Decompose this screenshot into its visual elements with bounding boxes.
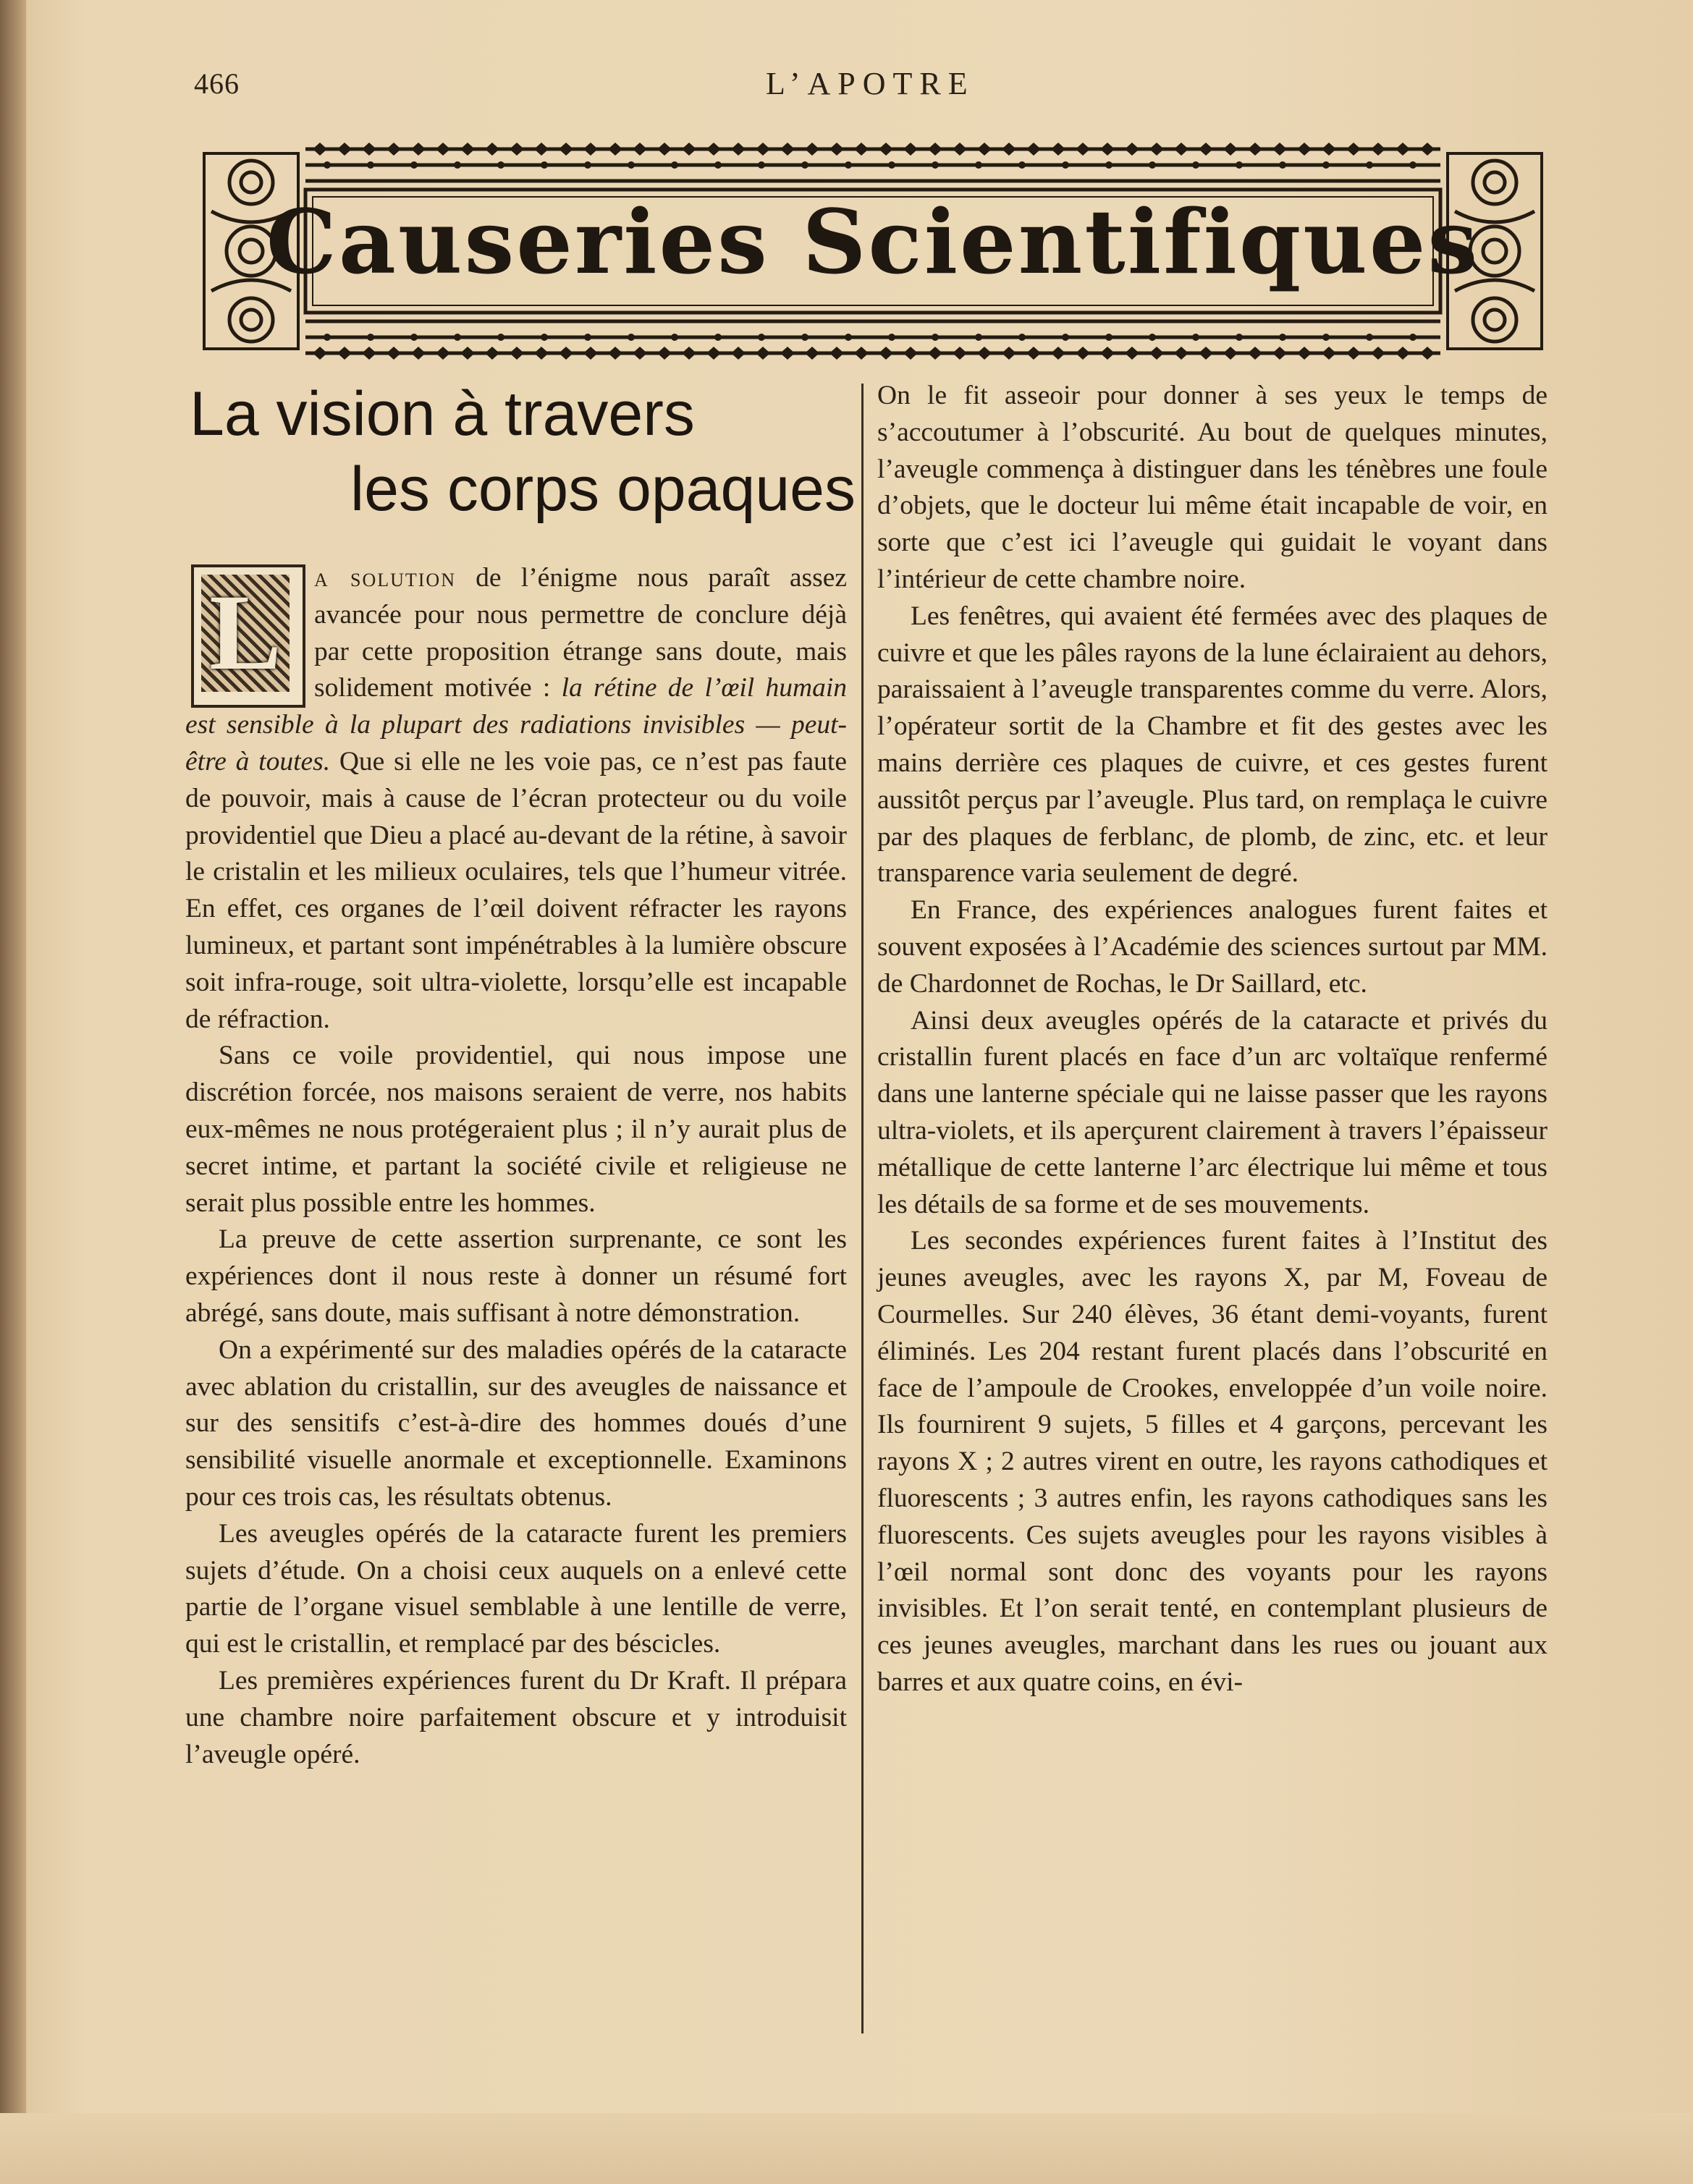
diamond-ornament-icon [780, 347, 795, 360]
diamond-ornament-icon [313, 143, 327, 156]
diamond-ornament-icon [854, 347, 869, 360]
diamond-ornament-icon [1322, 347, 1336, 360]
dot-ornament-icon [541, 161, 548, 169]
dot-ornament-icon [888, 161, 895, 169]
diamond-ornament-icon [706, 143, 721, 156]
diamond-ornament-icon [854, 143, 869, 156]
diamond-ornament-icon [1322, 143, 1336, 156]
article-headline [190, 376, 856, 543]
diamond-ornament-icon [387, 347, 401, 360]
first-paragraph-italic: la rétine de l’œil humain est sensible à la plupart des radiations invisibles — peut-être à toutes. [185, 673, 847, 776]
diamond-ornament-icon [1346, 143, 1361, 156]
paragraph: Ainsi deux aveugles opérés de la cataracte et privés du cristallin furent placés en face d’un arc voltaïque renfermé dans une lanterne spéciale qui ne laisse passer que les rayons ultra-violets, et ils aperçurent clairement à travers l’épaisseur métallique de cette lanterne l’arc électrique lui même et tous les détails de sa forme et de ses mouvements. [877, 1005, 1548, 1219]
diamond-ornament-icon [633, 143, 647, 156]
dot-ornament-icon [1105, 334, 1113, 341]
diamond-ornament-icon [436, 143, 450, 156]
diamond-ornament-icon [583, 347, 598, 360]
diamond-ornament-icon [362, 347, 376, 360]
dot-ornament-icon [1409, 334, 1417, 341]
diamond-ornament-icon [1396, 143, 1410, 156]
diamond-ornament-icon [1248, 347, 1262, 360]
diamond-ornament-icon [1149, 143, 1164, 156]
dot-ornament-icon [367, 334, 374, 341]
dot-ornament-icon [1105, 161, 1113, 169]
diamond-ornament-icon [313, 347, 327, 360]
diamond-ornament-icon [977, 143, 992, 156]
diamond-ornament-icon [1002, 347, 1016, 360]
section-title: Causeries Scientifiques [266, 190, 1480, 294]
diamond-ornament-icon [953, 143, 967, 156]
diamond-ornament-icon [337, 143, 352, 156]
diamond-ornament-icon [1248, 143, 1262, 156]
dot-ornament-icon [324, 334, 331, 341]
diamond-ornament-icon [608, 347, 622, 360]
dot-ornament-icon [801, 334, 808, 341]
diamond-ornament-icon [583, 143, 598, 156]
dot-ornament-icon [845, 334, 852, 341]
diamond-ornament-icon [337, 347, 352, 360]
diamond-ornament-icon [559, 143, 573, 156]
dot-ornament-icon [1018, 161, 1026, 169]
dot-ornament-icon [975, 161, 982, 169]
diamond-ornament-icon [928, 143, 942, 156]
diamond-ornament-icon [731, 143, 746, 156]
diamond-ornament-icon [1371, 143, 1385, 156]
dropcap-box [191, 564, 305, 708]
diamond-ornament-icon [1051, 347, 1065, 360]
dot-ornament-icon [714, 334, 722, 341]
left-column [185, 560, 847, 1773]
diamond-ornament-icon [1297, 347, 1312, 360]
dot-ornament-icon [1366, 334, 1373, 341]
diamond-ornament-icon [510, 347, 524, 360]
page-number: 466 [194, 67, 240, 100]
diamond-ornament-icon [756, 143, 770, 156]
diamond-ornament-icon [1420, 143, 1435, 156]
diamond-ornament-icon [534, 347, 549, 360]
diamond-ornament-icon [608, 143, 622, 156]
diamond-ornament-icon [879, 143, 893, 156]
dot-ornament-icon [1062, 161, 1069, 169]
dot-ornament-icon [541, 334, 548, 341]
diamond-ornament-icon [1272, 143, 1287, 156]
opening-small-caps: a solution [314, 563, 456, 593]
paragraph: On le fit asseoir pour donner à ses yeux le temps de s’accoutumer à l’obscurité. Au bout de quelques minutes, l’aveugle commença à distinguer dans les ténèbres une foule d’objets, que le docteur lui même était incapable de voir, en sorte que c’est ici l’aveugle qui guidait le voyant dans l’intérieur de cette chambre noire. [877, 381, 1548, 594]
diamond-ornament-icon [1223, 143, 1238, 156]
diamond-ornament-icon [633, 347, 647, 360]
diamond-ornament-icon [756, 347, 770, 360]
dot-ornament-icon [454, 334, 461, 341]
dot-ornament-icon [584, 334, 591, 341]
diamond-ornament-icon [362, 143, 376, 156]
diamond-ornament-icon [1100, 347, 1115, 360]
dot-ornament-icon [845, 161, 852, 169]
paragraph: Les secondes expériences furent faites à l’Institut des jeunes aveugles, avec les rayons X, par M, Foveau de Courmelles. Sur 240 élèves, 36 étant demi-voyants, furent éliminés. Les 204 restant furent placés dans l’obscurité en face de l’ampoule de Crookes, enveloppée d’un voile noire. Ils fournirent 9 sujets, 5 filles et 4 garçons, percevant les rayons X ; 2 autres virent en outre, les rayons cathodiques et fluorescents ; 3 autres enfin, les rayons cathodiques sans les fluorescents. Ces sujets aveugles pour les rayons visibles à l’œil normal sont donc des voyants pour les rayons invisibles. Et l’on serait tenté, en contemplant plusieurs de ces jeunes aveugles, marchant dans les rues ou jouant aux barres et aux quatre coins, en évi- [877, 1226, 1548, 1697]
dot-ornament-icon [1279, 161, 1286, 169]
diamond-ornament-icon [1396, 347, 1410, 360]
diamond-ornament-icon [1174, 347, 1189, 360]
dot-ornament-icon [671, 334, 678, 341]
diamond-ornament-icon [1174, 143, 1189, 156]
diamond-ornament-icon [829, 143, 844, 156]
diamond-ornament-icon [1420, 347, 1435, 360]
diamond-ornament-icon [780, 143, 795, 156]
diamond-ornament-icon [657, 143, 672, 156]
dot-ornament-icon [497, 334, 504, 341]
running-head [194, 67, 1555, 110]
diamond-ornament-icon [953, 347, 967, 360]
dot-ornament-icon [1236, 334, 1243, 341]
paragraph: On a expérimenté sur des maladies opérés de la cataracte avec ablation du cristallin, sur des aveugles de naissance et sur des sensitifs c’est-à-dire des hommes doués d’une sensibilité visuelle anormale et exceptionnelle. Examinons pour ces trois cas, les résultats obtenus. [185, 1334, 847, 1512]
column-divider [861, 384, 864, 2033]
diamond-ornament-icon [1076, 347, 1090, 360]
dot-ornament-icon [758, 334, 765, 341]
diamond-ornament-icon [485, 347, 499, 360]
diamond-ornament-icon [460, 347, 475, 360]
dot-ornament-icon [497, 161, 504, 169]
diamond-ornament-icon [977, 347, 992, 360]
headline-line-2: les corps opaques [350, 454, 856, 524]
diamond-ornament-icon [1125, 347, 1139, 360]
diamond-ornament-icon [387, 143, 401, 156]
diamond-ornament-icon [1100, 143, 1115, 156]
paragraph: En France, des expériences analogues furent faites et souvent exposées à l’Académie des sciences surtout par MM. de Chardonnet de Rochas, le Dr Saillard, etc. [877, 895, 1548, 999]
dot-ornament-icon [1322, 161, 1330, 169]
first-paragraph-rest: Que si elle ne les voie pas, ce n’est pas faute de pouvoir, mais à cause de l’écran protecteur ou du voile providentiel que Dieu a placé au-devant de la rétine, à savoir le cristalin et les milieux oculaires, tels que l’humeur vitrée. En effet, ces organes de l’œil doivent réfracter les rayons lumineux, et partant sont impénétrables à la lumière obscure soit infra-rouge, soit ultra-violette, lorsqu’elle est incapable de réfraction. [185, 746, 847, 1034]
dot-ornament-icon [758, 161, 765, 169]
dot-ornament-icon [1149, 334, 1156, 341]
diamond-ornament-icon [1125, 143, 1139, 156]
diamond-ornament-icon [1002, 143, 1016, 156]
diamond-ornament-icon [682, 143, 696, 156]
dot-ornament-icon [1366, 161, 1373, 169]
dot-ornament-icon [1279, 334, 1286, 341]
diamond-ornament-icon [1272, 347, 1287, 360]
diamond-ornament-icon [928, 347, 942, 360]
diamond-ornament-icon [829, 347, 844, 360]
diamond-ornament-icon [903, 143, 918, 156]
dot-ornament-icon [1236, 161, 1243, 169]
diamond-ornament-icon [460, 143, 475, 156]
dot-ornament-icon [628, 334, 635, 341]
dot-ornament-icon [714, 161, 722, 169]
diamond-ornament-icon [879, 347, 893, 360]
diamond-ornament-icon [1076, 143, 1090, 156]
dot-ornament-icon [1409, 161, 1417, 169]
diamond-ornament-icon [534, 143, 549, 156]
dot-ornament-icon [367, 161, 374, 169]
diamond-ornament-icon [485, 143, 499, 156]
dot-ornament-icon [1192, 334, 1199, 341]
page-bottom-margin [0, 2113, 1693, 2184]
dot-ornament-icon [1192, 161, 1199, 169]
binding-gutter-shadow [0, 0, 26, 2184]
diamond-ornament-icon [559, 347, 573, 360]
diamond-ornament-icon [1297, 143, 1312, 156]
paragraph: Sans ce voile providentiel, qui nous impose une discrétion forcée, nos maisons seraient de verre, nos habits eux-mêmes ne nous protégeraient plus ; il n’y aurait plus de secret intime, et partant la société civile et religieuse ne serait plus possible entre les hommes. [185, 1041, 847, 1218]
diamond-ornament-icon [1199, 347, 1213, 360]
diamond-ornament-icon [731, 347, 746, 360]
right-column [877, 378, 1548, 1701]
diamond-ornament-icon [1199, 143, 1213, 156]
diamond-ornament-icon [411, 143, 426, 156]
diamond-ornament-icon [805, 347, 819, 360]
diamond-ornament-icon [1051, 143, 1065, 156]
first-paragraph-text: de l’énigme nous paraît assez avancée pour nous permettre de conclure déjà par cette proposition étrange sans doute, mais solidement motivée : [314, 563, 847, 703]
paragraph: Les aveugles opérés de la cataracte furent les premiers sujets d’étude. On a choisi ceux auquels on a enlevé cette partie de l’organe visuel semblable à une lentille de verre, qui est le cristallin, et remplacé par des béscicles. [185, 1518, 847, 1659]
diamond-ornament-icon [510, 143, 524, 156]
diamond-ornament-icon [682, 347, 696, 360]
diamond-ornament-icon [436, 347, 450, 360]
dot-ornament-icon [410, 161, 418, 169]
diamond-ornament-icon [1026, 347, 1041, 360]
dropcap-letter: L [208, 572, 282, 693]
dot-ornament-icon [584, 161, 591, 169]
diamond-ornament-icon [706, 347, 721, 360]
diamond-ornament-icon [1223, 347, 1238, 360]
dot-ornament-icon [1149, 161, 1156, 169]
dot-ornament-icon [932, 161, 939, 169]
dot-ornament-icon [628, 161, 635, 169]
dot-ornament-icon [801, 161, 808, 169]
paragraph: La preuve de cette assertion surprenante, ce sont les expériences dont il nous reste à donner un résumé fort abrégé, sans doute, mais suffisant à notre démonstration. [185, 1224, 847, 1328]
paragraph: Les fenêtres, qui avaient été fermées avec des plaques de cuivre et que les pâles rayons de la lune éclairaient au dehors, paraissaient à l’aveugle transparentes comme du verre. Alors, l’opérateur sortit de la Chambre et fit des gestes avec les mains derrière ces plaques de cuivre, et ces gestes furent aussitôt perçus par l’aveugle. Plus tard, on remplaça le cuivre par des plaques de ferblanc, de plomb, de zinc, etc. et leur transparence varia seulement de degré. [877, 601, 1548, 889]
dot-ornament-icon [975, 334, 982, 341]
diamond-ornament-icon [1149, 347, 1164, 360]
dot-ornament-icon [454, 161, 461, 169]
diamond-ornament-icon [903, 347, 918, 360]
diamond-ornament-icon [657, 347, 672, 360]
dot-ornament-icon [1018, 334, 1026, 341]
section-banner [197, 139, 1549, 363]
diamond-ornament-icon [411, 347, 426, 360]
dot-ornament-icon [324, 161, 331, 169]
dot-ornament-icon [410, 334, 418, 341]
journal-title: L’APOTRE [766, 66, 975, 101]
dot-ornament-icon [1322, 334, 1330, 341]
dot-ornament-icon [671, 161, 678, 169]
diamond-ornament-icon [1346, 347, 1361, 360]
dot-ornament-icon [888, 334, 895, 341]
dot-ornament-icon [932, 334, 939, 341]
diamond-ornament-icon [805, 143, 819, 156]
diamond-ornament-icon [1371, 347, 1385, 360]
headline-line-1: La vision à travers [190, 379, 695, 449]
dot-ornament-icon [1062, 334, 1069, 341]
paragraph: Les premières expériences furent du Dr Kraft. Il prépara une chambre noire parfaitement obscure et y introduisit l’aveugle opéré. [185, 1665, 847, 1769]
diamond-ornament-icon [1026, 143, 1041, 156]
